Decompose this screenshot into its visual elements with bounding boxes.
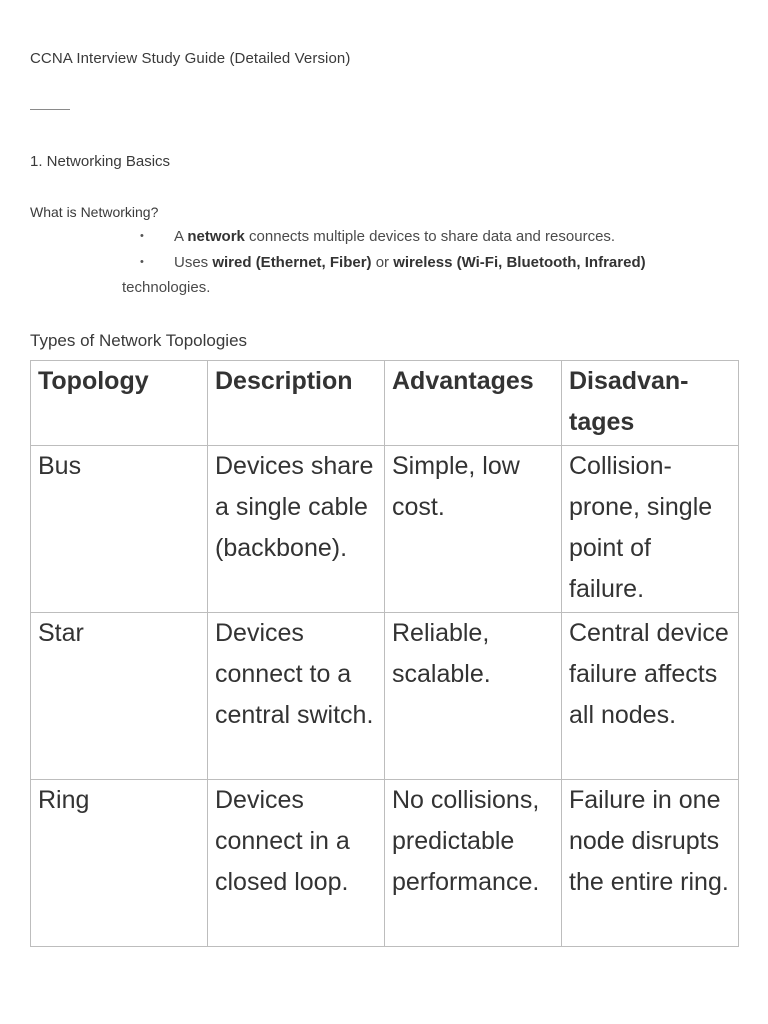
bullet-text-post: connects multiple devices to share data and resources. [244,228,616,245]
bullet-text-pre: A [174,228,188,245]
cell-disadvantages: Central device failure affects all nodes. [562,613,739,780]
bullet-marker: • [140,256,144,268]
bullet-item [174,254,646,271]
subheading: What is Networking? [30,204,159,220]
table-row [31,613,739,780]
bullet-text-bold: wired (Ethernet, Fiber) [212,254,372,271]
bullet-item [174,228,615,245]
bullet-text-mid: or [371,254,394,271]
cell-disadvantages: Failure in one node disrupts the entire ring. [562,780,739,947]
cell-topology: Ring [31,780,208,947]
table-title: Types of Network Topologies [30,331,248,350]
bullet-text-bold: wireless (Wi-Fi, Bluetooth, Infrared) [393,254,646,271]
cell-topology: Star [31,613,208,780]
table-row [31,780,739,947]
cell-topology: Bus [31,446,208,613]
cell-disadvantages: Collision-prone, single point of failure. [562,446,739,613]
cell-description: Devices connect to a central switch. [208,613,385,780]
bullet-marker: • [140,230,144,242]
bullet-text-pre: Uses [174,254,213,271]
cell-advantages: No collisions, predictable performance. [385,780,562,947]
table-row [31,446,739,613]
bullet-text-bold: network [187,228,245,245]
header-disadvantages-text: Disadvan- tages [569,367,689,436]
cell-advantages: Simple, low cost. [385,446,562,613]
table-header-row [31,361,739,446]
cell-description: Devices connect in a closed loop. [208,780,385,947]
header-description: Description [208,361,385,446]
section-heading: 1. Networking Basics [30,153,171,170]
divider [30,109,70,110]
topology-table [30,360,739,947]
cell-description: Devices share a single cable (backbone). [208,446,385,613]
header-disadvantages [562,361,739,446]
header-advantages: Advantages [385,361,562,446]
header-topology: Topology [31,361,208,446]
cell-advantages: Reliable, scalable. [385,613,562,780]
bullet-continuation: technologies. [122,279,211,296]
doc-title: CCNA Interview Study Guide (Detailed Version) [30,50,351,67]
